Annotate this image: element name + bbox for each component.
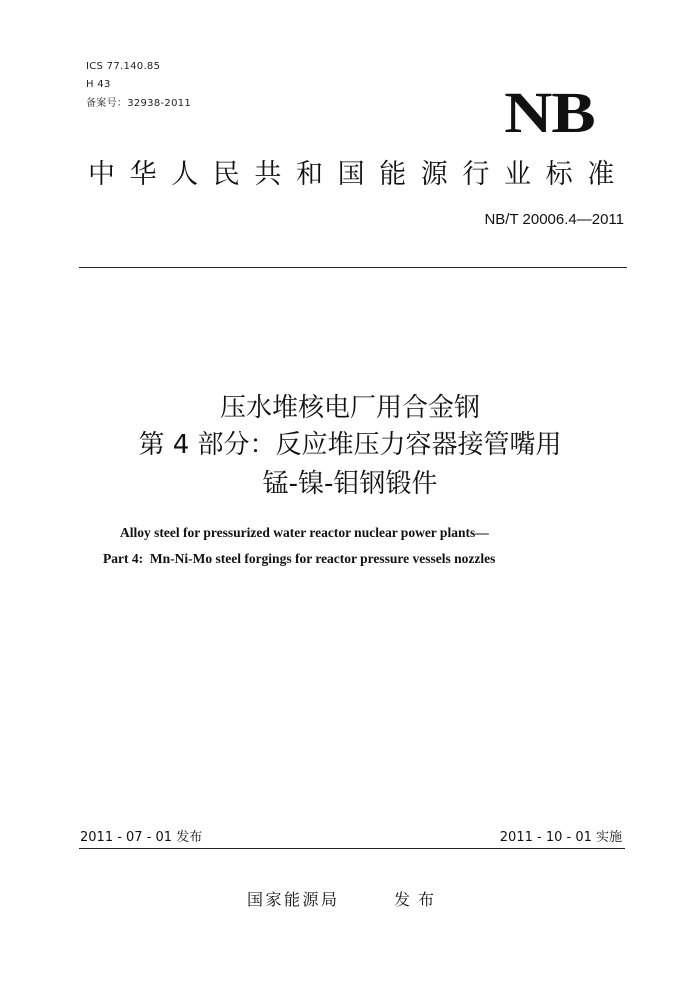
issuer-action: 发布 <box>394 890 443 909</box>
implementation-date: 2011 - 10 - 01 实施 <box>499 830 622 845</box>
chinese-title-line-2: 第 4 部分：反应堆压力容器接管嘴用 <box>138 430 562 460</box>
chinese-title-line-1: 压水堆核电厂用合金钢 <box>219 393 480 423</box>
ccs-code: H 43 <box>86 79 111 90</box>
chinese-title-line-3: 锰-镍-钼钢锻件 <box>262 469 438 499</box>
bottom-divider <box>79 848 625 849</box>
industry-standard-title: 中华人民共和国能源行业标准 <box>88 159 629 190</box>
english-title-line-1: Alloy steel for pressurized water reactor nuclear power plants— <box>120 525 489 540</box>
ics-code: ICS 77.140.85 <box>86 61 161 72</box>
nb-logo: NB <box>504 80 595 145</box>
issuer-name: 国家能源局 <box>247 890 340 909</box>
issue-date: 2011 - 07 - 01 发布 <box>80 830 203 845</box>
top-divider <box>79 267 627 268</box>
standard-number: NB/T 20006.4—2011 <box>484 211 624 228</box>
english-title-line-2: Part 4: Mn-Ni-Mo steel forgings for reactor pressure vessels nozzles <box>103 551 496 566</box>
record-number: 备案号：32938-2011 <box>86 98 192 109</box>
